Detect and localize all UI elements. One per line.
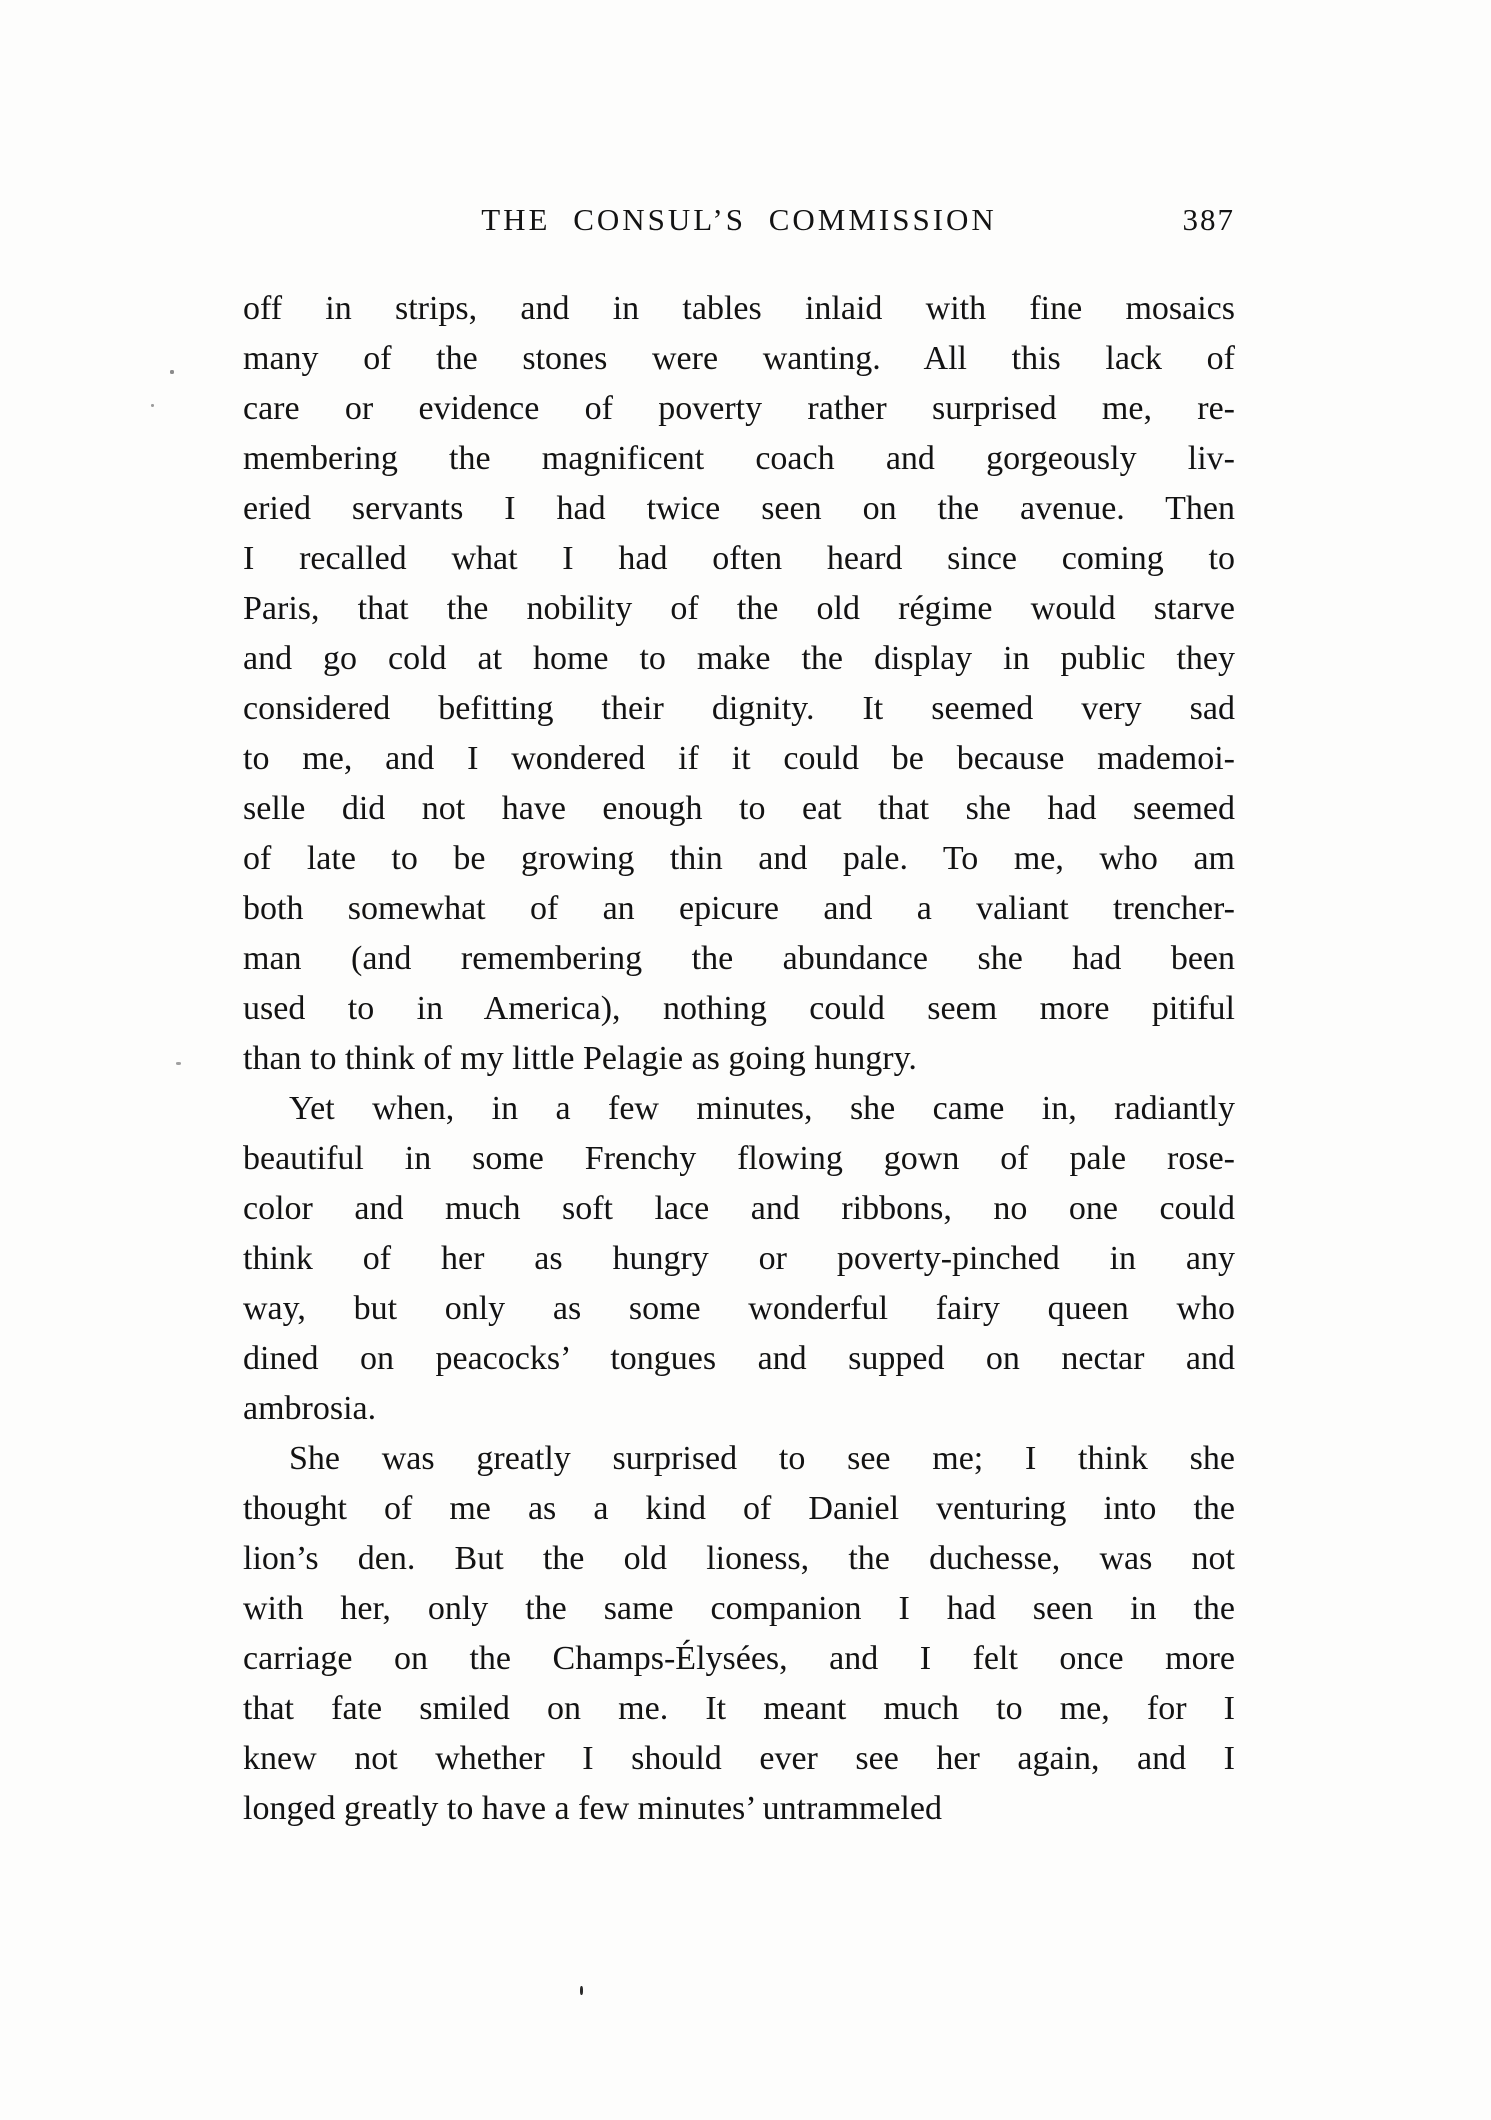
text-line: I recalled what I had often heard since coming to	[243, 540, 1235, 577]
ink-speck	[170, 370, 174, 374]
text-line: many of the stones were wanting. All this lack of	[243, 340, 1235, 377]
text-line: ambrosia.	[243, 1390, 377, 1427]
text-line: She was greatly surprised to see me; I think she	[289, 1440, 1235, 1477]
text-line: selle did not have enough to eat that she had seemed	[243, 790, 1235, 827]
page-number: 387	[1182, 202, 1235, 237]
text-line: longed greatly to have a few minutes’ untrammeled	[243, 1790, 942, 1827]
body-text	[243, 284, 1235, 1834]
text-line: thought of me as a kind of Daniel venturing into the	[243, 1490, 1235, 1527]
text-line: think of her as hungry or poverty-pinched in any	[243, 1240, 1235, 1277]
ink-speck	[151, 404, 154, 407]
text-line: man (and remembering the abundance she had been	[243, 940, 1235, 977]
text-line: both somewhat of an epicure and a valiant trencher-	[243, 890, 1235, 927]
text-line: carriage on the Champs-Élysées, and I felt once more	[243, 1640, 1235, 1677]
text-line: of late to be growing thin and pale. To me, who am	[243, 840, 1235, 877]
ink-speck	[176, 1062, 181, 1065]
text-line: lion’s den. But the old lioness, the duchesse, was not	[243, 1540, 1235, 1577]
text-line: color and much soft lace and ribbons, no one could	[243, 1190, 1235, 1227]
text-line: eried servants I had twice seen on the avenue. Then	[243, 490, 1235, 527]
text-line: considered befitting their dignity. It seemed very sad	[243, 690, 1235, 727]
running-header-title: THE CONSUL’S COMMISSION	[481, 202, 997, 237]
text-line: dined on peacocks’ tongues and supped on nectar and	[243, 1340, 1235, 1377]
text-line: Paris, that the nobility of the old régime would starve	[243, 590, 1235, 627]
text-line: that fate smiled on me. It meant much to me, for I	[243, 1690, 1235, 1727]
text-line: and go cold at home to make the display in public they	[243, 640, 1235, 677]
text-line: with her, only the same companion I had seen in the	[243, 1590, 1235, 1627]
text-line: beautiful in some Frenchy flowing gown of pale rose-	[243, 1140, 1235, 1177]
text-line: than to think of my little Pelagie as going hungry.	[243, 1040, 917, 1077]
text-line: knew not whether I should ever see her again, and I	[243, 1740, 1235, 1777]
text-line: to me, and I wondered if it could be because mademoi-	[243, 740, 1235, 777]
text-line: membering the magnificent coach and gorgeously liv-	[243, 440, 1235, 477]
text-line: used to in America), nothing could seem more pitiful	[243, 990, 1235, 1027]
text-line: care or evidence of poverty rather surprised me, re-	[243, 390, 1235, 427]
ink-speck	[580, 1986, 583, 1995]
text-line: way, but only as some wonderful fairy queen who	[243, 1290, 1235, 1327]
text-line: Yet when, in a few minutes, she came in, radiantly	[289, 1090, 1235, 1127]
running-header	[243, 198, 1235, 242]
text-line: off in strips, and in tables inlaid with fine mosaics	[243, 290, 1235, 327]
